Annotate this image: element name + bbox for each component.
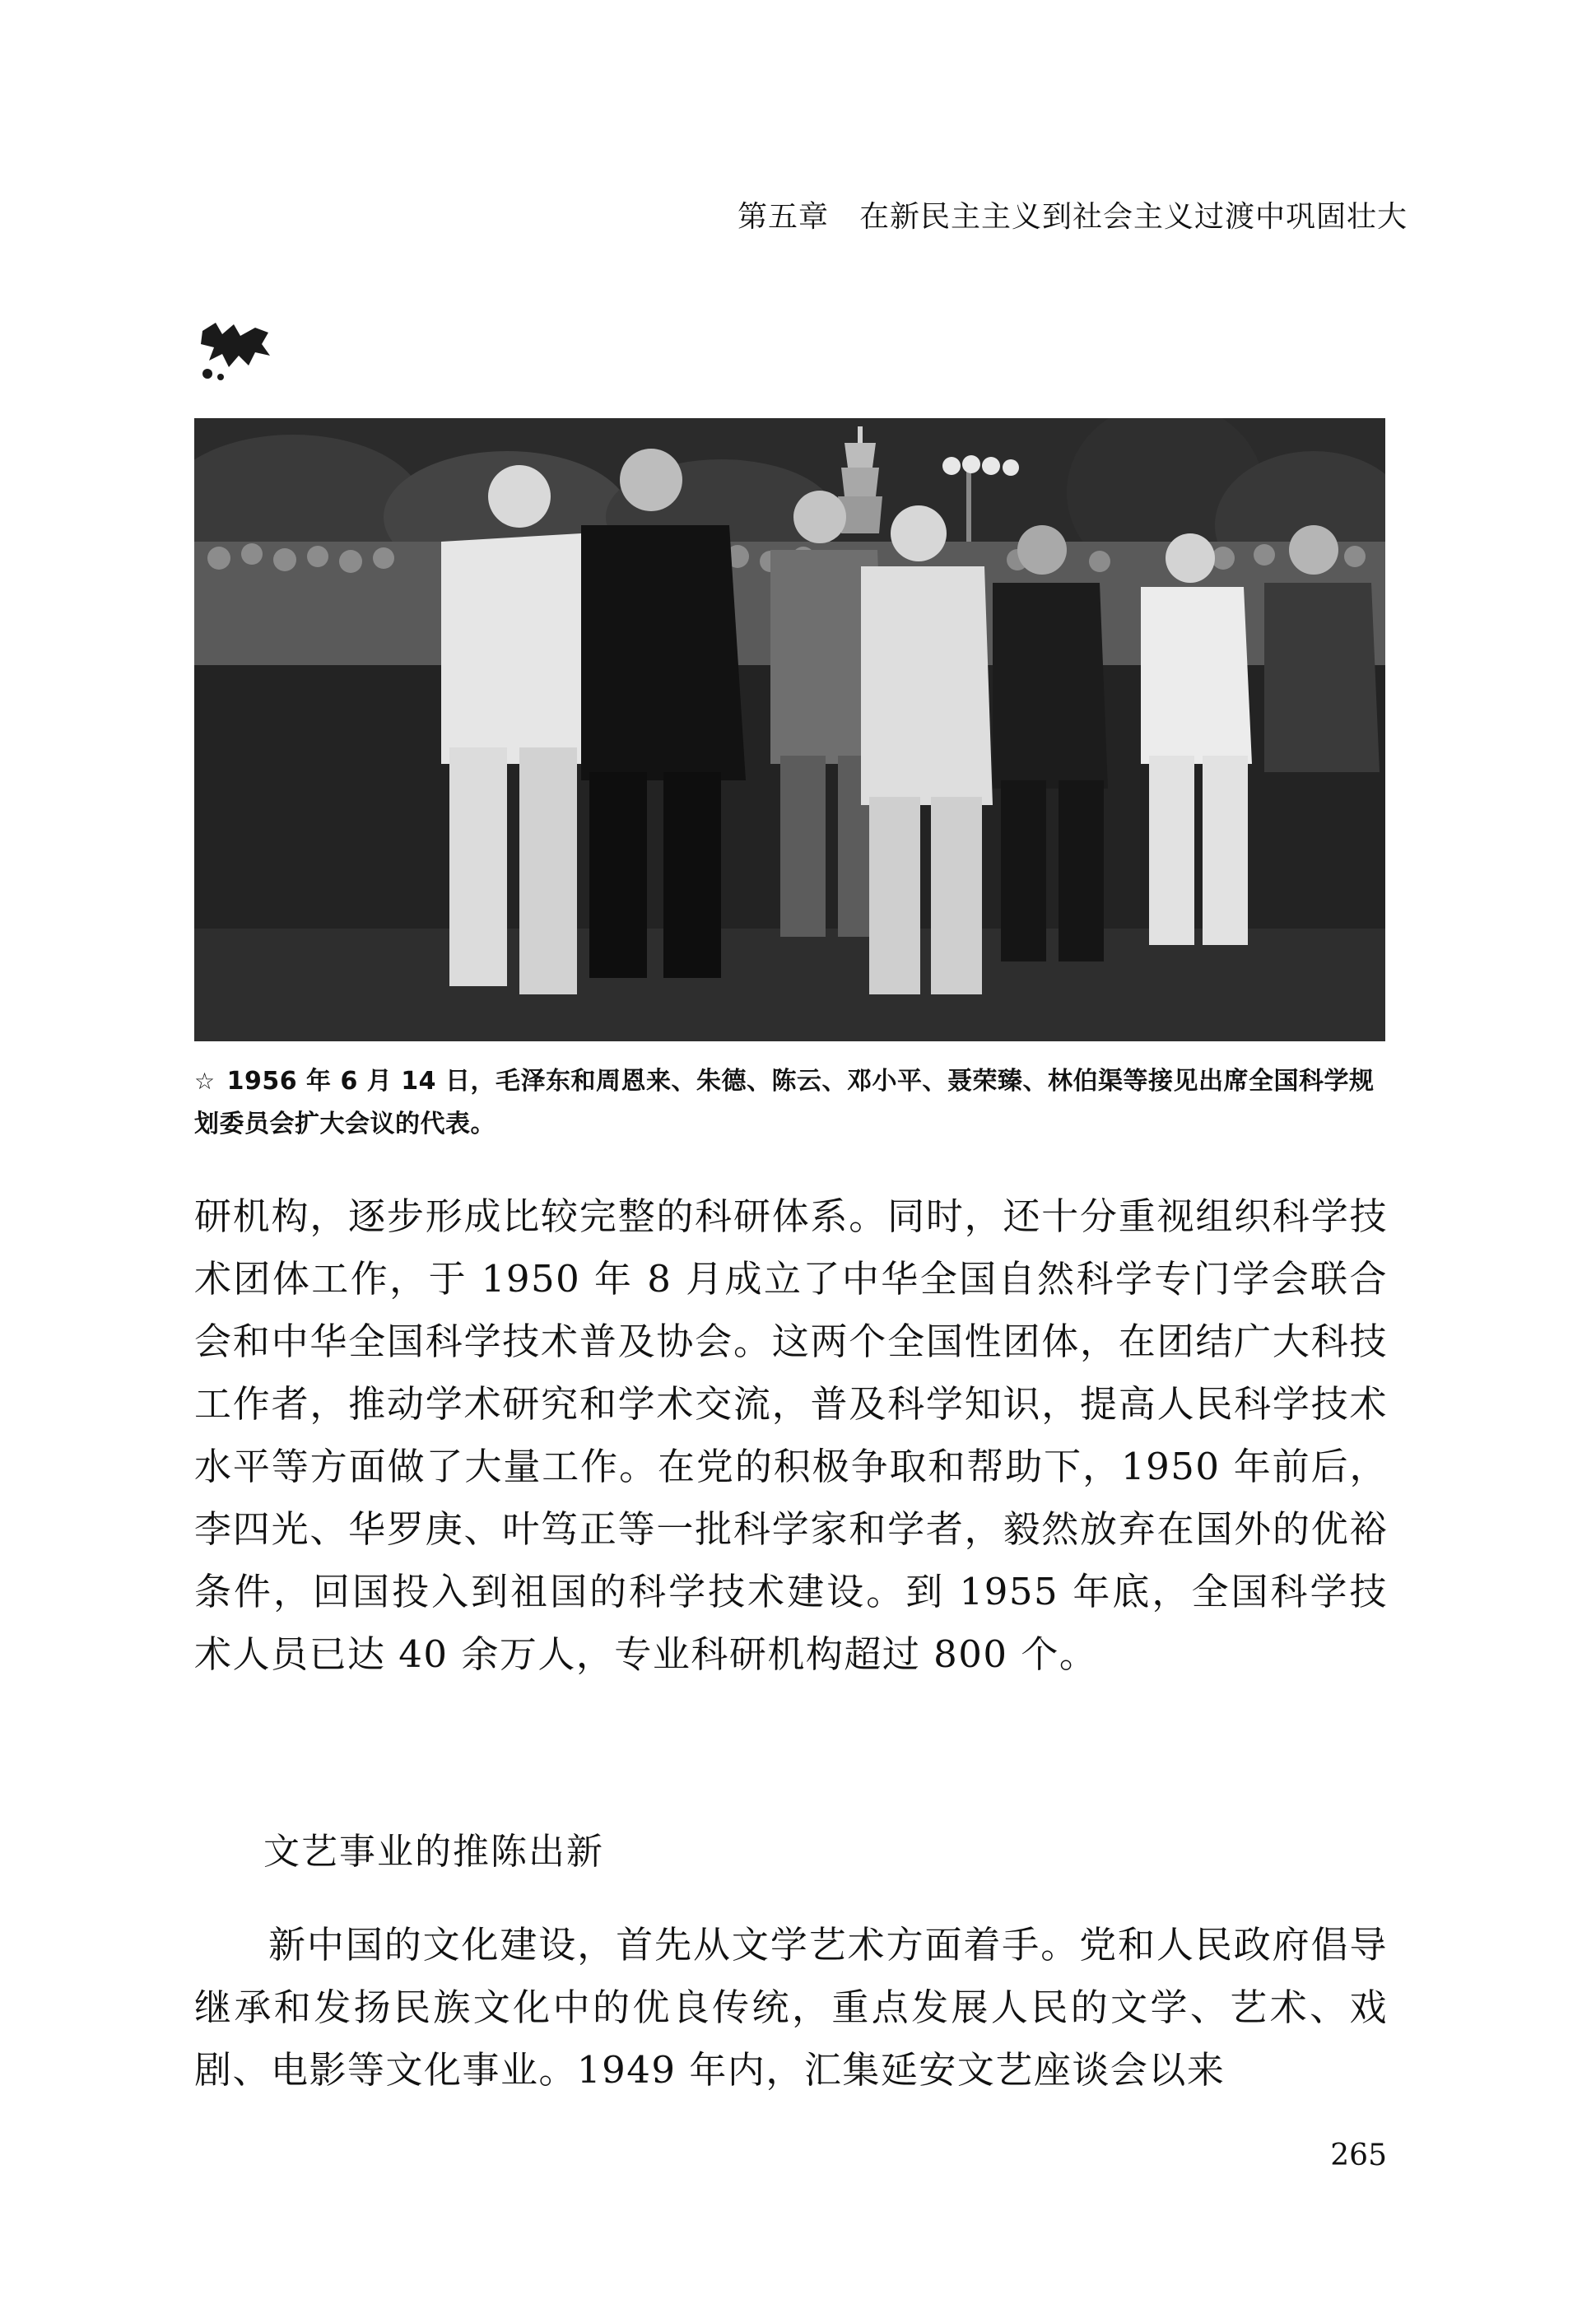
decorative-corner-mark bbox=[198, 319, 273, 382]
page-number: 265 bbox=[1330, 2139, 1387, 2172]
historical-photograph bbox=[194, 418, 1385, 1041]
body-paragraph-1: 研机构，逐步形成比较完整的科研体系。同时，还十分重视组织科学技术团体工作，于 1950 年 8 月成立了中华全国自然科学专门学会联合会和中华全国科学技术普及协会。这两个全国性团体，在团结广大科技工作者，推动学术研究和学术交流，普及科学知识，提高人民科学技术水平等方面做了大量工作。在党的积极争取和帮助下，1950 年前后，李四光、华罗庚、叶笃正等一批科学家和学者，毅然放弃在国外的优裕条件，回国投入到祖国的科学技术建设。到 1955 年底，全国科学技术人员已达 40 余万人，专业科研机构超过 800 个。 bbox=[194, 1194, 1388, 1676]
section-heading: 文艺事业的推陈出新 bbox=[263, 1831, 604, 1873]
caption-text: 1956 年 6 月 14 日，毛泽东和周恩来、朱德、陈云、邓小平、聂荣臻、林伯渠等接见出席全国科学规划委员会扩大会议的代表。 bbox=[194, 1067, 1375, 1138]
running-header: 第五章 在新民主主义到社会主义过渡中巩固壮大 bbox=[737, 200, 1408, 234]
photo-caption bbox=[194, 1060, 1388, 1146]
body-paragraph-2: 新中国的文化建设，首先从文学艺术方面着手。党和人民政府倡导继承和发扬民族文化中的优良传统，重点发展人民的文学、艺术、戏剧、电影等文化事业。1949 年内，汇集延安文艺座谈会以来 bbox=[194, 1923, 1388, 2092]
star-icon: ☆ bbox=[194, 1068, 216, 1095]
